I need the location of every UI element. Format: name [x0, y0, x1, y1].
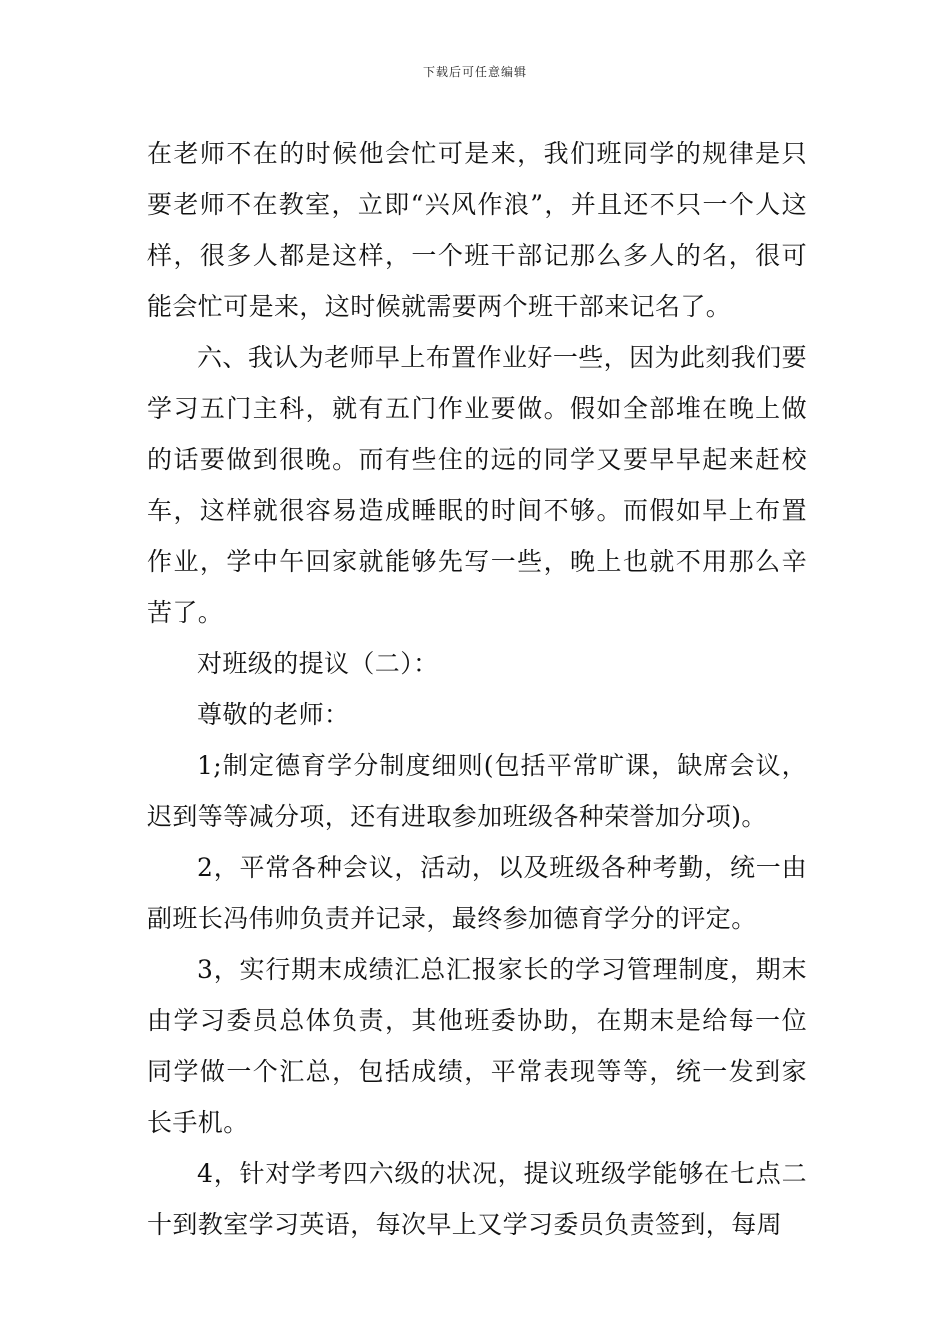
- paragraph-item-1: 1;制定德育学分制度细则(包括平常旷课，缺席会议，迟到等等减分项，还有进取参加班级各种荣誉加分项)。: [147, 751, 807, 831]
- salutation: 尊敬的老师：: [197, 700, 350, 729]
- page-header: 下载后可任意编辑: [422, 65, 527, 79]
- section-heading: 对班级的提议（二）：: [197, 649, 439, 678]
- paragraph-item-4: 4，针对学考四六级的状况，提议班级学能够在七点二十到教室学习英语，每次早上又学习委员负责签到，每周: [147, 1159, 807, 1239]
- paragraph-item-2: 2，平常各种会议，活动，以及班级各种考勤，统一由副班长冯伟帅负责并记录，最终参加德育学分的评定。: [147, 853, 807, 933]
- paragraph-continuation: 在老师不在的时候他会忙可是来，我们班同学的规律是只要老师不在教室，立即“兴风作浪”，并且还不只一个人这样，很多人都是这样，一个班干部记那么多人的名，很可能会忙可是来，这时候就需要两个班干部来记名了。: [147, 139, 807, 321]
- paragraph-item-six: 六、我认为老师早上布置作业好一些，因为此刻我们要学习五门主科，就有五门作业要做。假如全部堆在晚上做的话要做到很晚。而有些住的远的同学又要早早起来赶校车，这样就很容易造成睡眠的时间不够。而假如早上布置作业，学中午回家就能够先写一些，晚上也就不用那么辛苦了。: [147, 343, 807, 627]
- document-body: [147, 128, 807, 1250]
- paragraph-item-3: 3，实行期末成绩汇总汇报家长的学习管理制度，期末由学习委员总体负责，其他班委协助，在期末是给每一位同学做一个汇总，包括成绩，平常表现等等，统一发到家长手机。: [147, 955, 807, 1137]
